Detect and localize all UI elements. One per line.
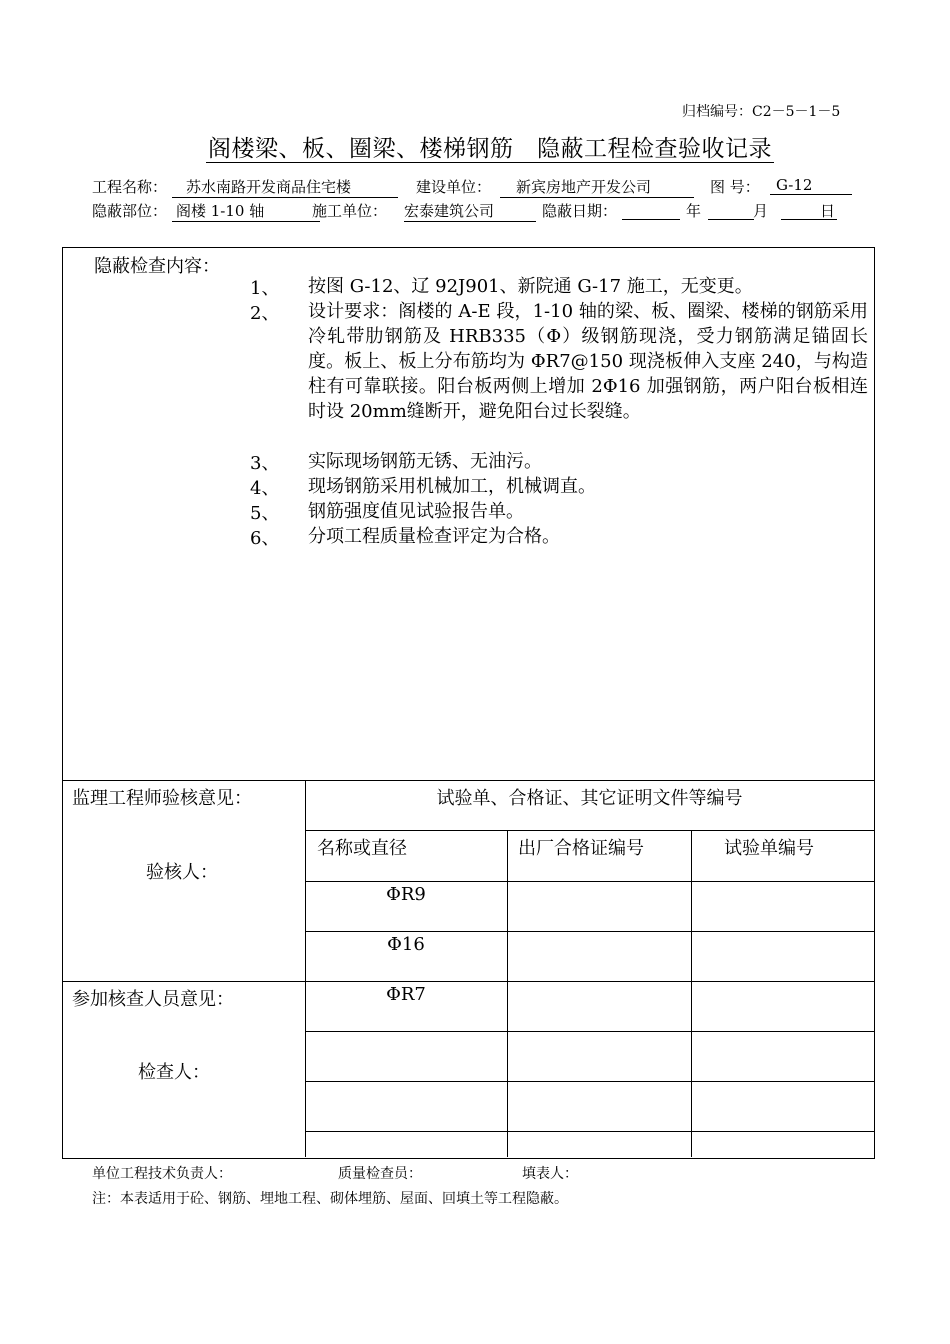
docs-col-line	[507, 830, 508, 1157]
supervisor-opinion-label: 监理工程师验核意见：	[72, 788, 252, 809]
item-number: 3、	[250, 453, 280, 474]
table-row-name: ΦR7	[386, 984, 426, 1005]
column-header-test: 试验单编号	[724, 838, 814, 859]
tech-lead-label: 单位工程技术负责人：	[92, 1166, 232, 1182]
item-text: 按图 G-12、辽 92J901、新院通 G-17 施工，无变更。	[308, 276, 753, 297]
drawing-value: G-12	[770, 176, 852, 195]
docs-row-line	[305, 1131, 874, 1132]
item-text: 实际现场钢筋无锈、无油污。	[308, 451, 542, 472]
part-label: 隐蔽部位：	[92, 202, 168, 220]
quality-inspector-label: 质量检查员：	[338, 1166, 422, 1182]
content-heading: 隐蔽检查内容：	[94, 256, 220, 277]
supervisor-signer-label: 验核人：	[146, 862, 218, 883]
docs-row-line	[305, 981, 874, 982]
project-name-label: 工程名称：	[92, 178, 168, 196]
date-label: 隐蔽日期：	[542, 202, 618, 220]
page-title: 阁楼梁、板、圈梁、楼梯钢筋 隐蔽工程检查验收记录	[208, 136, 772, 162]
item-text: 现场钢筋采用机械加工，机械调直。	[308, 476, 596, 497]
owner-value: 新宾房地产开发公司	[500, 176, 694, 198]
date-year-label: 年	[686, 202, 702, 220]
contractor-label: 施工单位：	[312, 202, 388, 220]
date-month-label: 月	[753, 202, 769, 220]
drawing-label: 图 号：	[710, 178, 760, 196]
docs-col-line	[691, 830, 692, 1157]
project-name-value: 苏水南路开发商品住宅楼	[172, 176, 398, 198]
footnote: 注：本表适用于砼、钢筋、埋地工程、砌体埋筋、屋面、回填土等工程隐蔽。	[92, 1191, 568, 1207]
form-filler-label: 填表人：	[522, 1166, 578, 1182]
date-month-blank	[708, 200, 754, 220]
part-value: 阁楼 1-10 轴	[172, 200, 320, 222]
left-panel-divider	[305, 780, 306, 1157]
column-header-cert: 出厂合格证编号	[518, 838, 644, 859]
docs-row-line	[305, 1031, 874, 1032]
item-text: 设计要求：阁楼的 A-E 段，1-10 轴的梁、板、圈梁、楼梯的钢筋采用冷轧带肋钢筋及 HRB335（Φ）级钢筋现浇，受力钢筋满足锚固长度。板上、板上分布筋均为 ΦR7@150 现浇板伸入支座 240，与构造柱有可靠联接。阳台板两侧上增加 2Φ16 加强钢筋，两户阳台板相连时设 20mm缝断开，避免阳台过长裂缝。	[308, 301, 868, 422]
item-number: 2、	[250, 303, 280, 324]
contractor-value: 宏泰建筑公司	[404, 200, 536, 222]
participants-opinion-label: 参加核查人员意见：	[72, 989, 234, 1010]
item-text: 钢筋强度值见试验报告单。	[308, 501, 524, 522]
item-number: 4、	[250, 478, 280, 499]
table-row-name: Φ16	[387, 934, 425, 955]
docs-row-line	[305, 881, 874, 882]
item-number: 1、	[250, 278, 280, 299]
owner-label: 建设单位：	[416, 178, 492, 196]
date-day-label: 日	[820, 202, 836, 220]
archive-number: 归档编号：C2－5－1－5	[682, 104, 841, 120]
docs-row-line	[305, 1081, 874, 1082]
table-row-name: ΦR9	[386, 884, 426, 905]
content-divider	[62, 780, 874, 781]
docs-row-line	[305, 830, 874, 831]
left-panel-split	[62, 981, 306, 982]
participants-signer-label: 检查人：	[138, 1062, 210, 1083]
date-year-blank	[622, 200, 680, 220]
item-text: 分项工程质量检查评定为合格。	[308, 526, 560, 547]
column-header-name: 名称或直径	[317, 838, 407, 859]
item-number: 5、	[250, 503, 280, 524]
docs-row-line	[305, 931, 874, 932]
item-number: 6、	[250, 528, 280, 549]
docs-table-heading: 试验单、合格证、其它证明文件等编号	[436, 788, 743, 809]
